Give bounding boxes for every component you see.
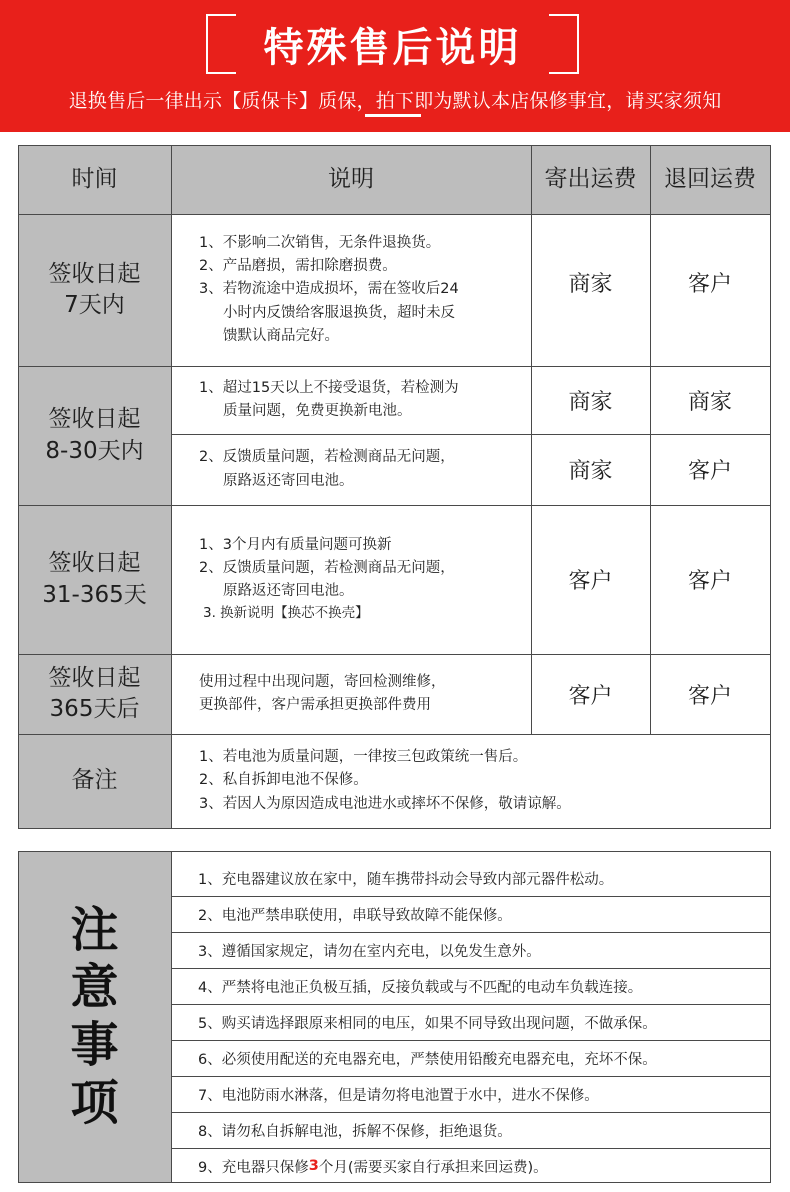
row-desc-7days (171, 214, 531, 366)
page-title: 特殊售后说明 (263, 24, 522, 71)
notes-title (18, 852, 171, 1182)
desc-line: 1、不影响二次销售，无条件退换货。 (199, 235, 441, 252)
desc-line: 使用过程中出现问题，寄回检测维修， (199, 673, 446, 690)
row-title-remarks: 备注 (18, 734, 171, 828)
note-item: 1、充电器建议放在家中，随车携带抖动会导致内部元器件松动。 (198, 871, 614, 888)
desc-line: 馈默认商品完好。 (223, 327, 339, 344)
note-item-9-prefix: 9、充电器只保修 (198, 1159, 309, 1176)
note-item: 7、电池防雨水淋落，但是请勿将电池置于水中，进水不保修。 (198, 1087, 599, 1104)
send-fee-8-30days-b: 商家 (568, 459, 613, 484)
header-banner (0, 0, 790, 132)
desc-line: 2、反馈质量问题，若检测商品无问题， (199, 560, 455, 577)
return-fee-8-30days-a: 商家 (687, 389, 732, 415)
send-fee-31-365days: 客户 (568, 569, 613, 594)
return-fee-365days: 客户 (687, 683, 732, 709)
row-desc-8-30days-a (171, 366, 531, 434)
title-frame (206, 14, 579, 74)
send-fee-365days: 客户 (568, 683, 613, 709)
desc-line: 2、私自拆卸电池不保修。 (199, 772, 368, 789)
row-desc-365days (171, 654, 531, 734)
note-item: 6、必须使用配送的充电器充电，严禁使用铅酸充电器充电，充坏不保。 (198, 1051, 657, 1068)
desc-line: 2、反馈质量问题，若检测商品无问题， (199, 449, 455, 466)
return-fee-7days: 客户 (687, 271, 732, 297)
send-fee-7days: 商家 (568, 271, 613, 297)
desc-line: 3、若物流途中造成损坏，需在签收后24 (199, 281, 459, 298)
note-item: 8、请勿私自拆解电池，拆解不保修，拒绝退货。 (198, 1123, 512, 1140)
send-fee-8-30days-a: 商家 (568, 389, 613, 415)
return-fee-8-30days-b: 客户 (687, 459, 732, 484)
desc-line: 3、若因人为原因造成电池进水或摔坏不保修，敬请谅解。 (199, 795, 571, 812)
note-item: 2、电池严禁串联使用，串联导致故障不能保修。 (198, 907, 512, 924)
notes-title-char: 项 (70, 1074, 119, 1131)
desc-line: 更换部件，客户需承担更换部件费用 (199, 697, 431, 713)
row-time-31-365days: 签收日起 31-365天 (18, 505, 171, 654)
row-time-365days: 签收日起 365天后 (18, 654, 171, 734)
desc-line: 1、若电池为质量问题，一律按三包政策统一售后。 (199, 749, 528, 766)
desc-line: 3. 换新说明【换芯不换壳】 (203, 605, 369, 622)
desc-line: 原路返还寄回电池。 (223, 472, 354, 489)
row-desc-31-365days (171, 505, 531, 654)
subtitle-underline (365, 114, 421, 117)
note-item: 3、遵循国家规定，请勿在室内充电，以免发生意外。 (198, 943, 541, 960)
header-return-fee: 退回运费 (650, 146, 770, 214)
notes-title-char: 意 (70, 959, 119, 1016)
desc-line: 1、超过15天以上不接受退货，若检测为 (199, 379, 459, 396)
note-item: 5、购买请选择跟原来相同的电压，如果不同导致出现问题，不做承保。 (198, 1015, 657, 1032)
desc-line: 1、3个月内有质量问题可换新 (199, 536, 392, 553)
row-desc-remarks (171, 734, 770, 828)
row-time-8-30days: 签收日起 8-30天内 (18, 366, 171, 505)
header-description: 说明 (171, 146, 531, 214)
return-fee-31-365days: 客户 (687, 569, 732, 594)
row-time-7days: 签收日起 7天内 (18, 214, 171, 366)
notes-title-char: 事 (70, 1017, 119, 1073)
page-subtitle: 退换售后一律出示【质保卡】质保，拍下即为默认本店保修事宜，请买家须知 (68, 90, 722, 112)
header-time: 时间 (18, 146, 171, 214)
row-desc-8-30days-b (171, 434, 531, 505)
header-send-fee: 寄出运费 (531, 146, 650, 214)
note-item: 4、严禁将电池正负极互插，反接负载或与不匹配的电动车负载连接。 (198, 979, 643, 996)
note-item-9 (171, 1148, 771, 1184)
desc-line: 2、产品磨损，需扣除磨损费。 (199, 258, 397, 275)
desc-line: 原路返还寄回电池。 (223, 583, 354, 600)
note-item-9-highlight: 3 (308, 1158, 319, 1174)
desc-line: 小时内反馈给客服退换货，超时未反 (223, 304, 455, 321)
note-item-9-suffix: 个月(需要买家自行承担来回运费)。 (318, 1159, 548, 1176)
notes-title-char: 注 (70, 901, 119, 958)
desc-line: 质量问题，免费更换新电池。 (223, 403, 412, 419)
